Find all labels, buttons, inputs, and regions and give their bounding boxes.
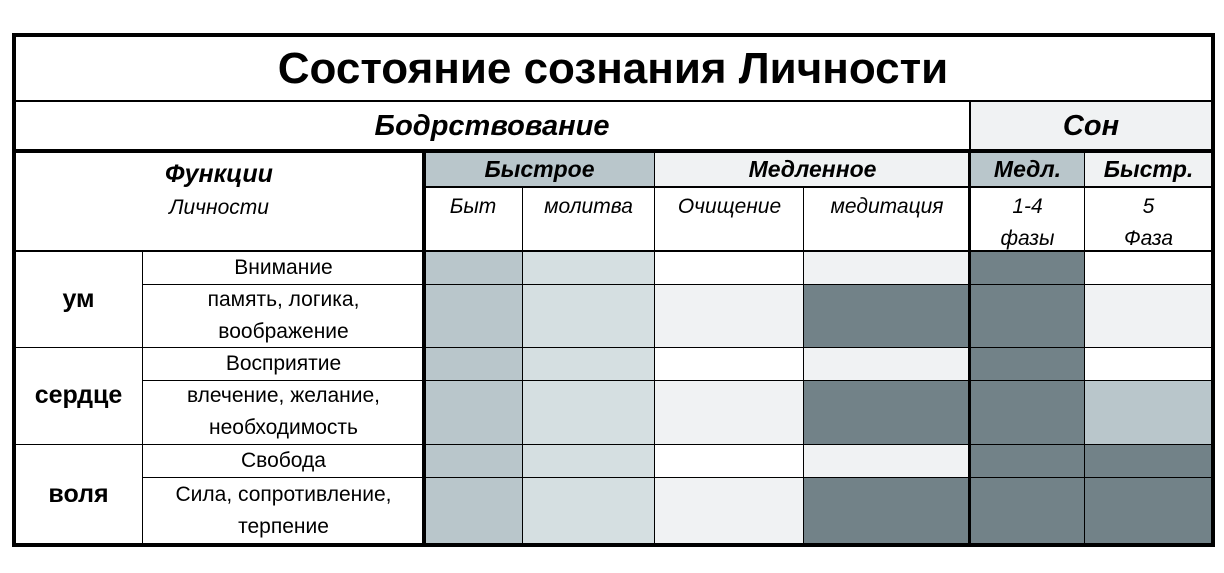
shade-cell-r2-ochishchenie	[655, 284, 804, 347]
shade-cell-r1-sleep-fast	[1085, 251, 1212, 284]
shade-cell-r1-ochishchenie	[655, 251, 804, 284]
col-phase-slow-line2: фазы	[1000, 227, 1055, 250]
col-molitva	[522, 187, 655, 251]
col-phase-slow	[970, 187, 1085, 251]
line-under-title	[12, 100, 1215, 102]
col-ochishchenie	[655, 187, 804, 251]
vline-byt	[522, 187, 523, 545]
row-vlechenie	[143, 380, 424, 444]
row-svoboda-label: Свобода	[241, 448, 326, 472]
table-title: Состояние сознания Личности	[277, 43, 949, 93]
col-meditaciya-label: медитация	[830, 195, 944, 218]
shade-cell-r3-ochishchenie	[655, 347, 804, 380]
row-vospriyatie	[143, 347, 424, 380]
row-sila-line1: Сила, сопротивление,	[175, 483, 392, 506]
group-um: ум	[62, 284, 95, 313]
row-pamyat	[143, 284, 424, 347]
row-sila	[143, 477, 424, 545]
shade-cell-r5-sleep-fast	[1085, 444, 1212, 477]
line-um-end	[12, 347, 1215, 348]
col-meditaciya	[804, 187, 970, 251]
shade-cell-r4-meditaciya	[804, 380, 970, 444]
shade-cell-r1-molitva	[522, 251, 655, 284]
line-r5	[143, 477, 1215, 478]
line-r3	[143, 380, 1215, 381]
row-pamyat-line2: воображение	[218, 319, 349, 343]
shade-cell-r6-meditaciya	[804, 477, 970, 545]
row-svoboda	[143, 444, 424, 477]
col-phase-fast-line1: 5	[1142, 195, 1155, 218]
shade-cell-r3-sleep-fast	[1085, 347, 1212, 380]
vline-group-col	[142, 251, 143, 545]
vline-func	[422, 151, 426, 545]
sleep-header: Сон	[1062, 109, 1120, 142]
shade-cell-r6-sleep-fast	[1085, 477, 1212, 545]
shade-cell-r2-molitva	[522, 284, 655, 347]
vline-och	[803, 187, 804, 545]
shade-cell-r6-molitva	[522, 477, 655, 545]
shade-cell-r3-molitva	[522, 347, 655, 380]
vline-wake-sleep	[968, 151, 971, 545]
shade-cell-r3-sleep-slow	[970, 347, 1085, 380]
functions-header	[14, 151, 424, 251]
group-sleep-fast: Быстр.	[1103, 155, 1194, 182]
personality-label: Личности	[169, 196, 269, 219]
shade-cell-r5-meditaciya	[804, 444, 970, 477]
vline-fast-slow	[654, 151, 655, 545]
row-vnimanie	[143, 251, 424, 284]
shade-cell-r2-sleep-slow	[970, 284, 1085, 347]
shade-cell-r6-sleep-slow	[970, 477, 1085, 545]
row-sila-line2: терпение	[238, 515, 329, 538]
group-slow: Медленное	[748, 155, 877, 182]
border-bottom	[12, 543, 1215, 547]
shade-cell-r4-sleep-fast	[1085, 380, 1212, 444]
shade-cell-r5-sleep-slow	[970, 444, 1085, 477]
shade-cell-r4-sleep-slow	[970, 380, 1085, 444]
shade-cell-r2-sleep-fast	[1085, 284, 1212, 347]
shade-cell-r4-byt	[424, 380, 522, 444]
vline-sleep	[1084, 151, 1085, 545]
shade-cell-r4-molitva	[522, 380, 655, 444]
border-top	[12, 33, 1215, 37]
col-phase-fast-line2: Фаза	[1123, 227, 1174, 250]
line-under-groups	[424, 186, 1215, 188]
border-left	[12, 33, 16, 547]
col-phase-slow-line1: 1-4	[1012, 195, 1043, 218]
shade-cell-r6-byt	[424, 477, 522, 545]
functions-label: Функции	[165, 160, 273, 188]
line-r1	[143, 284, 1215, 285]
row-vospriyatie-label: Восприятие	[225, 351, 342, 375]
shade-cell-r5-molitva	[522, 444, 655, 477]
group-fast: Быстрое	[484, 155, 595, 182]
shade-cell-r3-meditaciya	[804, 347, 970, 380]
border-right	[1211, 33, 1215, 547]
wakefulness-header: Бодрствование	[374, 109, 610, 142]
row-pamyat-line1: память, логика,	[207, 287, 360, 311]
col-ochishchenie-label: Очищение	[677, 195, 782, 218]
shade-cell-r5-ochishchenie	[655, 444, 804, 477]
group-serdce: сердце	[34, 381, 123, 409]
line-under-cols	[12, 250, 1215, 252]
shade-cell-r3-byt	[424, 347, 522, 380]
row-vlechenie-line1: влечение, желание,	[186, 384, 380, 407]
shade-cell-r1-meditaciya	[804, 251, 970, 284]
col-molitva-label: молитва	[544, 195, 633, 218]
row-vlechenie-line2: необходимость	[209, 416, 358, 439]
col-byt	[424, 187, 522, 251]
group-volya: воля	[48, 480, 109, 508]
shade-cell-r4-ochishchenie	[655, 380, 804, 444]
shade-cell-r5-byt	[424, 444, 522, 477]
shade-cell-r1-byt	[424, 251, 522, 284]
row-vnimanie-label: Внимание	[234, 255, 333, 279]
col-phase-fast	[1085, 187, 1212, 251]
shade-cell-r1-sleep-slow	[970, 251, 1085, 284]
vline-sleep-top	[969, 100, 971, 151]
group-sleep-slow: Медл.	[993, 155, 1062, 182]
shade-cell-r2-byt	[424, 284, 522, 347]
line-serdce-end	[12, 444, 1215, 445]
line-under-wake	[12, 149, 1215, 153]
shade-cell-r2-meditaciya	[804, 284, 970, 347]
shade-cell-r6-ochishchenie	[655, 477, 804, 545]
col-byt-label: Быт	[449, 195, 497, 218]
